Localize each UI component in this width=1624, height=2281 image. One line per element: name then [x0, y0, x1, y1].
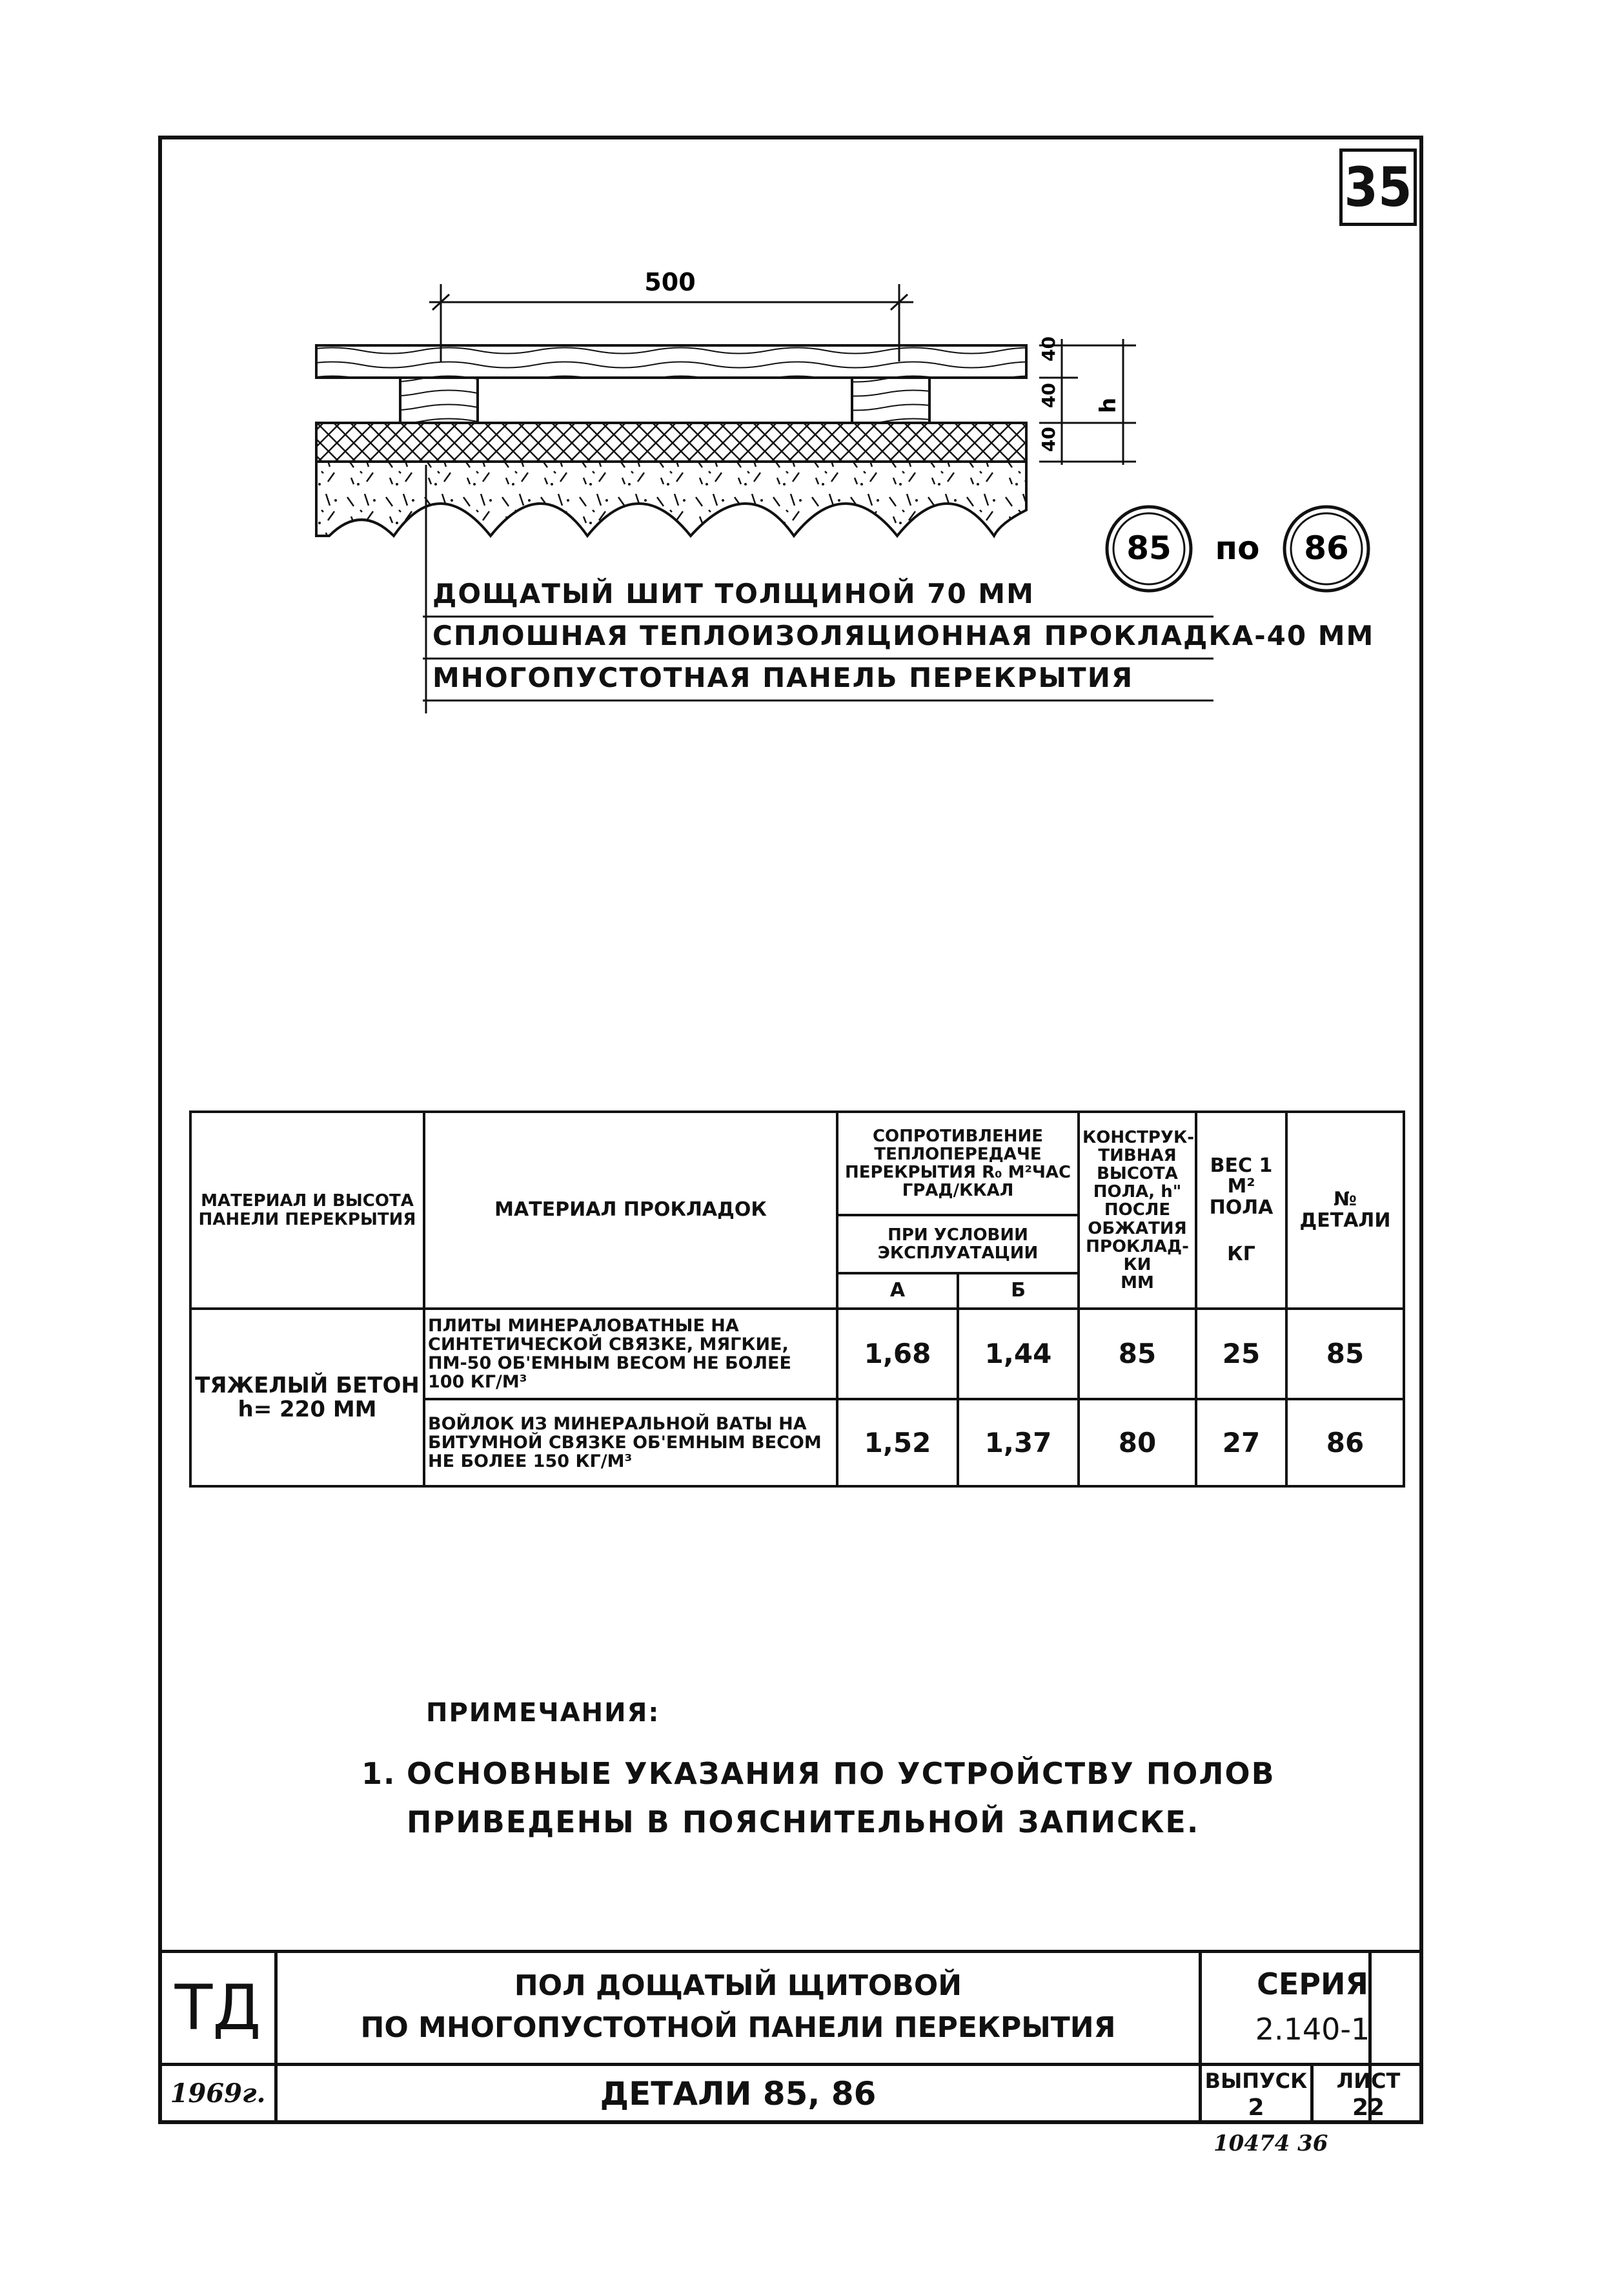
row1-b: 1,44: [958, 1309, 1079, 1399]
row2-a: 1,52: [837, 1399, 958, 1486]
row2-weight: 27: [1196, 1399, 1286, 1486]
header-weight-unit: КГ: [1227, 1242, 1255, 1265]
panel-material: ТЯЖЕЛЫЙ БЕТОН: [195, 1372, 420, 1398]
row1-weight: 25: [1196, 1309, 1286, 1399]
dim-500-label: 500: [644, 268, 696, 296]
note-1-number: 1.: [361, 1756, 396, 1791]
header-material-height: МАТЕРИАЛ И ВЫСОТА ПАНЕЛИ ПЕРЕКРЫТИЯ: [190, 1112, 424, 1309]
hollow-core-slab: [316, 462, 1026, 536]
detail-range-word: по: [1215, 529, 1260, 567]
year: 1969г.: [170, 2078, 266, 2109]
row2-detail: 86: [1286, 1399, 1404, 1486]
header-height-unit: ММ: [1121, 1273, 1154, 1293]
joist-left: [400, 378, 478, 423]
header-height: [1079, 1112, 1196, 1309]
header-weight-text: ВЕС 1 М² ПОЛА: [1209, 1154, 1274, 1219]
layer-label-slab: МНОГОПУСТОТНАЯ ПАНЕЛЬ ПЕРЕКРЫТИЯ: [432, 662, 1134, 693]
archive-stamp: 10474 36: [1213, 2131, 1328, 2156]
row2-height: 80: [1079, 1399, 1196, 1486]
dim-40-joist: 40: [1038, 383, 1059, 408]
detail-circle-85: 85: [1126, 529, 1172, 567]
sheet-value: 22: [1352, 2094, 1385, 2121]
dim-40-insulation: 40: [1038, 427, 1059, 452]
row1-height: 85: [1079, 1309, 1196, 1399]
title-block: [158, 1950, 1423, 2124]
details-title: ДЕТАЛИ 85, 86: [600, 2074, 877, 2112]
spec-table: [189, 1110, 1405, 1488]
row1-pad: ПЛИТЫ МИНЕРАЛОВАТНЫЕ НА СИНТЕТИЧЕСКОЙ СВЯЗКЕ, МЯГКИЕ, ПМ-50 ОБ'ЕМНЫМ ВЕСОМ НЕ БОЛЕЕ 100 КГ/М³: [424, 1309, 837, 1399]
row1-detail: 85: [1286, 1309, 1404, 1399]
header-conditions: ПРИ УСЛОВИИ ЭКСПЛУАТАЦИИ: [837, 1215, 1079, 1273]
layer-label-board: ДОЩАТЫЙ ШИТ ТОЛЩИНОЙ 70 ММ: [432, 578, 1035, 609]
org-mark: ТД: [174, 1972, 261, 2044]
title-line-1: ПОЛ ДОЩАТЫЙ ЩИТОВОЙ: [514, 1969, 962, 2002]
dim-40-board: 40: [1038, 336, 1059, 362]
header-height-text: КОНСТРУК-ТИВНАЯ ВЫСОТА ПОЛА, h" ПОСЛЕ ОБЖАТИЯ ПРОКЛАД-КИ: [1082, 1128, 1195, 1274]
joist-right: [852, 378, 929, 423]
header-weight: [1196, 1112, 1286, 1309]
panel-material-cell: [190, 1309, 424, 1486]
header-resistance: СОПРОТИВЛЕНИЕ ТЕПЛОПЕРЕДАЧЕ ПЕРЕКРЫТИЯ R₀ М²ЧАС ГРАД/ККАЛ: [837, 1112, 1079, 1215]
detail-circle-86: 86: [1304, 529, 1349, 567]
note-1-line-1: ОСНОВНЫЕ УКАЗАНИЯ ПО УСТРОЙСТВУ ПОЛОВ: [407, 1756, 1275, 1791]
dim-h-label: h: [1095, 397, 1121, 413]
floor-section-drawing: [303, 258, 1401, 723]
row1-a: 1,68: [837, 1309, 958, 1399]
row2-b: 1,37: [958, 1399, 1079, 1486]
series-label: СЕРИЯ: [1257, 1966, 1368, 2001]
header-detail: № ДЕТАЛИ: [1286, 1112, 1404, 1309]
wood-board: [316, 345, 1026, 378]
layer-label-insulation: СПЛОШНАЯ ТЕПЛОИЗОЛЯЦИОННАЯ ПРОКЛАДКА-40 ММ: [432, 620, 1375, 651]
header-pad-material: МАТЕРИАЛ ПРОКЛАДОК: [424, 1112, 837, 1309]
row2-pad: ВОЙЛОК ИЗ МИНЕРАЛЬНОЙ ВАТЫ НА БИТУМНОЙ СВЯЗКЕ ОБ'ЕМНЫМ ВЕСОМ НЕ БОЛЕЕ 150 КГ/М³: [424, 1399, 837, 1486]
title-line-2: ПО МНОГОПУСТОТНОЙ ПАНЕЛИ ПЕРЕКРЫТИЯ: [360, 2010, 1116, 2044]
note-1-line-2: ПРИВЕДЕНЫ В ПОЯСНИТЕЛЬНОЙ ЗАПИСКЕ.: [407, 1805, 1200, 1839]
panel-height: h= 220 ММ: [238, 1396, 377, 1422]
sheet-number-box: 35: [1339, 148, 1417, 226]
header-col-a: А: [837, 1273, 958, 1309]
insulation-layer: [316, 423, 1026, 462]
issue-label: ВЫПУСК: [1204, 2068, 1308, 2093]
header-col-b: Б: [958, 1273, 1079, 1309]
sheet-label: ЛИСТ: [1336, 2068, 1401, 2093]
issue-value: 2: [1248, 2094, 1264, 2121]
notes-title: ПРИМЕЧАНИЯ:: [426, 1698, 660, 1728]
series-value: 2.140-1: [1255, 2011, 1370, 2047]
